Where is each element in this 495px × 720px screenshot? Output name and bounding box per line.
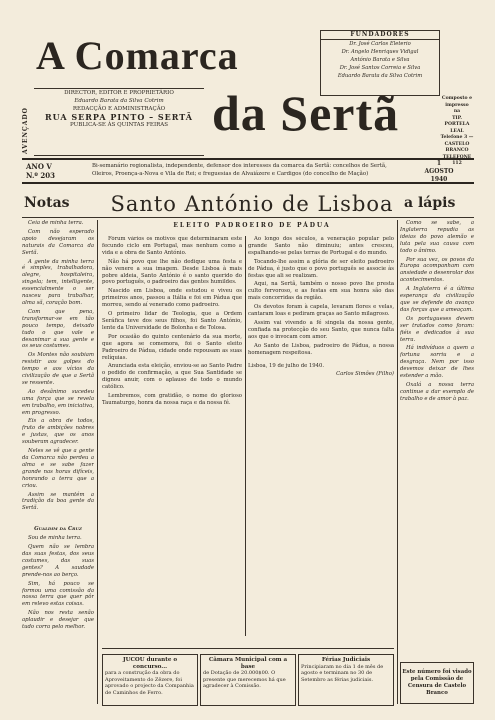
censorship-notice: Este número foi visado pela Comissão de Censura de Castelo Branco <box>400 662 474 704</box>
notice-box <box>102 654 198 706</box>
paragraph: Há indivíduos a quem a fortuna sorriu e a desgraça. Nem por isso devemos deixar de lhes estender a mão. <box>400 345 474 380</box>
paragraph: Ao desânimo sucedeu uma força que se revela em trabalho, em iniciativa, em progresso. <box>22 388 94 416</box>
column-a-lapis <box>400 220 474 650</box>
column-notas <box>22 220 94 704</box>
paragraph: A gente da minha terra é simples, trabalhadora, alegre, hospitaleira, singela; tem, intelligente, essencialmente o ser nasceu para trabalhar, alma sã, coração bom. <box>22 258 94 306</box>
founders-box <box>320 30 440 96</box>
paragraph: Aqui, na Sertã, também o nosso povo lhe presta culto fervoroso, e as festas em sua honra são das mais concorridas da região. <box>248 281 394 302</box>
issue-date <box>406 160 472 184</box>
publication-schedule: PUBLICA-SE ÀS QUINTAS FEIRAS <box>69 122 169 128</box>
notice-title: Férias Judiciais <box>321 657 371 663</box>
column-divider <box>245 236 246 636</box>
paragraph: Os portugueses devem ser tratados como foram: fiéis e dedicados à sua terra. <box>400 315 474 343</box>
column-article-1 <box>102 236 242 636</box>
paragraph: Como se sabe, a Inglaterra repudia as ideias do povo alemão e luta pela sua causa com todo o ânimo. <box>400 220 474 254</box>
main-headline: Santo António de Lisboa <box>110 192 394 216</box>
subheadline: ELEITO PADROEIRO DE PÁDUA <box>173 222 331 229</box>
issue-info-bar <box>22 158 474 184</box>
founder-name: Dr. Angelo Henriques Vidigal <box>341 49 419 55</box>
notice-text: de Dotação de 20.000$00. O presente que merecemos há que agradecer à Comissão. <box>203 670 286 690</box>
column-article-2 <box>248 236 394 636</box>
director-label: DIRECTOR, EDITOR E PROPRIETÁRIO <box>64 90 174 96</box>
issue-description: Bi-semanário regionalista, independente, defensor dos interesses da comarca da Sertã: concelhos de Sertã, Oleiros, Proença-a-Nova e Vila de Rei; e freguesias de Alvaiázere e Cardigos (do concelho de Mação) <box>92 163 387 177</box>
notice-box <box>298 654 394 706</box>
notice-title: JUCOU durante o concurso... <box>122 657 178 670</box>
paragraph: Ao longo dos séculos, a veneração popular pelo grande Santo não diminuiu; antes cresceu, espalhando-se pelas terras de Portugal e do mundo. <box>248 236 394 256</box>
column-divider <box>97 220 98 704</box>
printing-line: Telefone 3 — <box>440 135 474 140</box>
founder-name: António Barata e Silva <box>350 57 410 63</box>
paragraph: Anunciada esta eleição, enviou-se ao Santo Padre o pedido de confirmação, a que Sua Santidade se dignou anuir, com o aplauso de todo o mundo católico. <box>102 363 242 391</box>
issue-year-number <box>26 162 86 180</box>
paragraph: Ao Santo de Lisboa, padroeiro de Pádua, a nossa homenagem respeitosa. <box>248 342 394 356</box>
printing-info <box>440 96 474 168</box>
paragraph: Por ocasião do quinto centenário da sua morte, que agora se comemora, foi o Santo eleito Padroeiro de Pádua, cidade onde repousam as suas relíquias. <box>102 333 242 361</box>
paragraph: Sim, há pouco se formou uma comissão da nossa terra que quer pôr em relevo estas coisas. <box>22 580 94 608</box>
printing-line: CASTELO <box>444 141 470 147</box>
founders-heading: FUNDADORES <box>321 31 439 40</box>
paragraph: Neles se vê que a gente da Comarca não perdeu a alma e se sabe fazer grande nas horas difíceis, honrando a terra que a criou. <box>22 448 94 489</box>
article-dateline: Lisboa, 19 de julho de 1940. <box>248 362 325 369</box>
printing-line: BRANCO <box>445 148 469 153</box>
paragraph: Com que pena, transformar-se em tão pouco tempo, deixado tudo o que vale e desanimar a sua gente e os seus costumes. <box>22 308 94 350</box>
paragraph: Tocando-lhe assim a glória de ser eleito padroeiro de Pádua, é justo que o povo português se associe às festas que ali se realizam. <box>248 258 394 279</box>
paragraph: Nascido em Lisboa, onde estudou e viveu os primeiros anos, passou a Itália e foi em Pádua que morreu, sendo aí venerado como padroeiro. <box>102 288 242 309</box>
paragraph: Quem não se lembra das suas festas, dos seus costumes, das suas gentes? A saudade prende-nos ao berço. <box>22 544 94 578</box>
bottom-notices <box>102 654 394 706</box>
divider <box>102 648 394 649</box>
notice-box <box>200 654 296 706</box>
paragraph: Ceia de minha terra. <box>28 220 84 226</box>
founder-name: Dr. José Carlos Eleterio <box>349 41 411 47</box>
paragraph: O primeiro lidar de Teologia, que a Ordem Seráfica teve dos seus filhos, foi Santo António, lente da Universidade de Bolonha e de Tolosa. <box>102 311 242 331</box>
founder-name: Eduardo Barata da Silva Cotrim <box>337 73 423 79</box>
paragraph: Com não esperado apoio desejaram os naturais da Comarca da Sertã. <box>22 228 94 256</box>
founder-name: Dr. José Santos Correia e Silva <box>339 65 421 71</box>
notice-title: Câmara Municipal com a base <box>208 657 288 670</box>
paragraph: Sou de minha terra. <box>28 535 82 542</box>
address: RUA SERPA PINTO – SERTÃ <box>45 112 193 122</box>
notice-text: Principiaram no dia 1 de mês de agosto e terminam no 30 de Setembro as férias judiciais. <box>301 663 384 683</box>
paragraph: Não há povo que lhe não dedique uma festa e não venere a sua imagem. Desde Lisboa à mais pobre aldeia, Santo António é o santo querido do povo português, o padroeiro das gentes humildes. <box>102 258 242 286</box>
director-box <box>34 88 204 156</box>
paragraph: Os Montes não soubiam resistir aos golpes do tempo e aos vícios da civilização de que a Sertã se ressente. <box>22 352 94 386</box>
printing-line: 112 <box>452 161 462 166</box>
paragraph: Por sua vez, os povos da Europa acompanham com ansiedade o desenrolar dos acontecimentos. <box>400 256 474 284</box>
avencado-label: AVENÇADO <box>22 107 29 154</box>
issue-year: ANO V <box>26 162 52 171</box>
paragraph: Os devotos foram à capela, levaram flores e velas, cantaram loas e pediram graças ao Santo milagroso. <box>248 304 394 318</box>
admin-label: REDACÇÃO E ADMINISTRAÇÃO <box>72 106 166 112</box>
paragraph: Assim se mantém a tradição da boa gente da Sertã. <box>22 491 94 512</box>
section-right-title: a lápis <box>404 195 456 211</box>
paragraph: Oxalá a nossa terra continue a dar exemplo de trabalho e de amor à paz. <box>400 381 474 402</box>
section-bar <box>22 192 474 216</box>
printing-line: na <box>453 109 461 114</box>
printing-line: TELEFONE <box>442 154 472 160</box>
paragraph: Fórum vários os motivos que determinaram este fecundo ciclo em Portugal, mas nenhum como a vida e a obra de Santo António. <box>102 236 242 256</box>
article-signature: Carlos Simões (Filho) <box>336 371 394 378</box>
issue-number: N.º 203 <box>26 171 55 180</box>
paragraph: Eis a obra de todos, fruto de ambições nobres e justas, que os anos souberam agradecer. <box>22 418 94 446</box>
masthead <box>22 26 474 166</box>
title-line-1: A Comarca <box>36 33 239 78</box>
paragraph: Lembremos, com gratidão, o nome do glorioso Taumaturgo, honra da nossa raça e da nossa fé. <box>102 393 242 406</box>
paragraph: Não nos resta senão aplaudir e desejar que tudo corra pelo melhor. <box>22 610 94 631</box>
director-name: Eduardo Barata da Silva Cotrim <box>74 98 164 104</box>
issue-day: 1 <box>436 160 442 167</box>
signature: Gualdim da Cruz <box>34 526 82 533</box>
section-left-title: Notas <box>24 195 70 211</box>
paragraph: Assim vai vivendo a fé singela da nossa gente, confiada na protecção do seu Santo, que nunca falta aos que o invocam com amor. <box>248 319 394 340</box>
title-line-2: da Sertã <box>212 85 400 141</box>
issue-date-year: 1940 <box>430 176 448 183</box>
notice-text: para a construção da obra do Aproveitamento do Zêzere, foi aprovado o projecto da Companhia de Caminhos de Ferro. <box>105 670 194 696</box>
printing-line: TIP. PORTELA LEAL <box>444 115 470 134</box>
paragraph: A Inglaterra é a última esperança da civilização que se defende do avanço das forças que a ameaçam. <box>400 286 474 313</box>
column-divider <box>397 220 398 704</box>
divider <box>22 217 474 218</box>
issue-month: AGOSTO <box>424 168 454 175</box>
printing-line: Composto e impresso <box>441 96 473 108</box>
newspaper-page <box>22 26 474 706</box>
